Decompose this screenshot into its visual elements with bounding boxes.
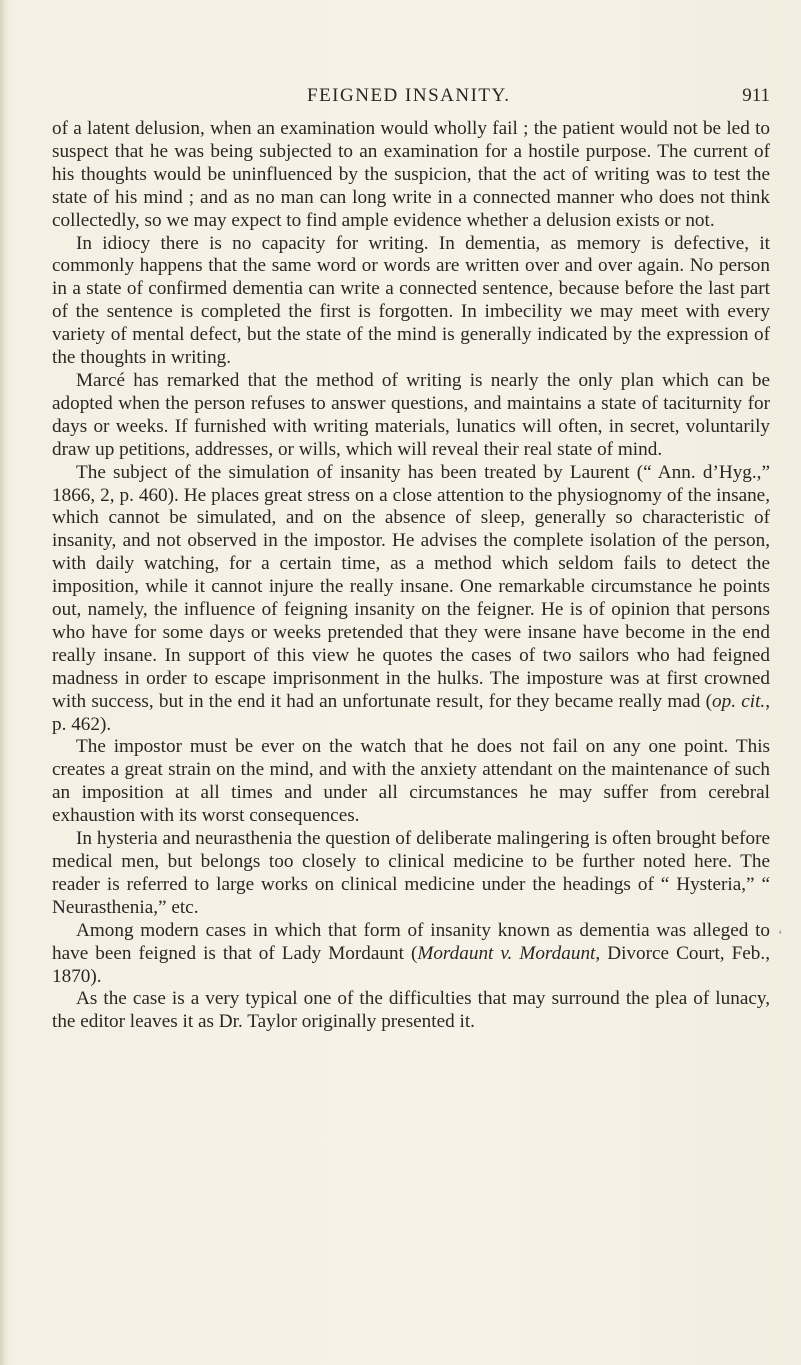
citation-op-cit: op. cit. <box>712 690 766 712</box>
paragraph-latent-delusion: of a latent delusion, when an examination would wholly fail ; the patient would not be led to suspect that he was being subjected to an examination for a hostile purpose. The current of his thoughts would be uninfluenced by the suspicion, that the act of writing was to test the state of his mind ; and as no man can long write in a connected manner who does not think collectedly, so we may expect to find ample evidence whether a delusion exists or not. <box>52 118 770 231</box>
margin-mark: ‘ <box>778 928 783 943</box>
paragraph-laurent-text: The subject of the simulation of insanity has been treated by Laurent (“ Ann. d’Hyg.,” 1866, 2, p. 460). He places great stress on a close attention to the physiognomy of the insane, which cannot be simulated, and on the absence of sleep, generally so characteristic of insanity, and not observed in the impostor. He advises the complete isolation of the person, with daily watching, for a certain time, as a method which seldom fails to detect the imposition, while it cannot injure the really insane. One remarkable circumstance he points out, namely, the influence of feigning insanity on the feigner. He is of opinion that persons who have for some days or weeks pretended that they were insane have become in the end really insane. In support of this view he quotes the cases of two sailors who had feigned madness in order to escape imprisonment in the hulks. The imposture was at first crowned with success, but in the end it had an unfortunate result, for they became really mad ( <box>52 461 770 712</box>
paragraph-impostor: The impostor must be ever on the watch that he does not fail on any one point. This creates a great strain on the mind, and with the anxiety attendant on the maintenance of such an imposition at all times and under all circumstances he may suffer from cerebral exhaustion with its worst consequences. <box>52 736 770 827</box>
paragraph-marce: Marcé has remarked that the method of writing is nearly the only plan which can be adopted when the person refuses to answer questions, and maintains a state of taciturnity for days or weeks. If furnished with writing materials, lunatics will often, in secret, voluntarily draw up petitions, addresses, or wills, which will reveal their real state of mind. <box>52 369 770 460</box>
citation-mordaunt-court: , Divorce Court, Feb., 1870). <box>52 942 770 987</box>
paragraph-idiocy-dementia: In idiocy there is no capacity for writing. In dementia, as memory is defective, it commonly happens that the same word or words are written over and over again. No person in a state of confirmed dementia can write a connected sentence, because before the last part of the sentence is completed the first is forgotten. In imbecility we may meet with every variety of mental defect, but the state of the mind is generally indicated by the expression of the thoughts in writing. <box>52 232 770 369</box>
paragraph-laurent <box>52 462 770 737</box>
paragraph-mordaunt-text: Among modern cases in which that form of insanity known as dementia was alleged to have been feigned is that of Lady Mordaunt ( <box>52 919 770 964</box>
page-binding-shadow <box>0 0 6 1365</box>
running-head <box>52 85 770 115</box>
citation-op-cit-page: , p. 462). <box>52 690 770 735</box>
running-title: FEIGNED INSANITY. <box>307 85 511 106</box>
body-text <box>52 118 770 1034</box>
paragraph-hysteria: In hysteria and neurasthenia the question of deliberate malingering is often brought before medical men, but belongs too closely to clinical medicine to be further noted here. The reader is referred to large works on clinical medicine under the headings of “ Hysteria,” “ Neurasthenia,” etc. <box>52 828 770 918</box>
page-number: 911 <box>742 85 770 106</box>
paragraph-closing: As the case is a very typical one of the difficulties that may surround the plea of lunacy, the editor leaves it as Dr. Taylor originally presented it. <box>52 988 770 1033</box>
paragraph-mordaunt <box>52 920 770 989</box>
citation-mordaunt-case: Mordaunt v. Mordaunt <box>417 942 596 964</box>
